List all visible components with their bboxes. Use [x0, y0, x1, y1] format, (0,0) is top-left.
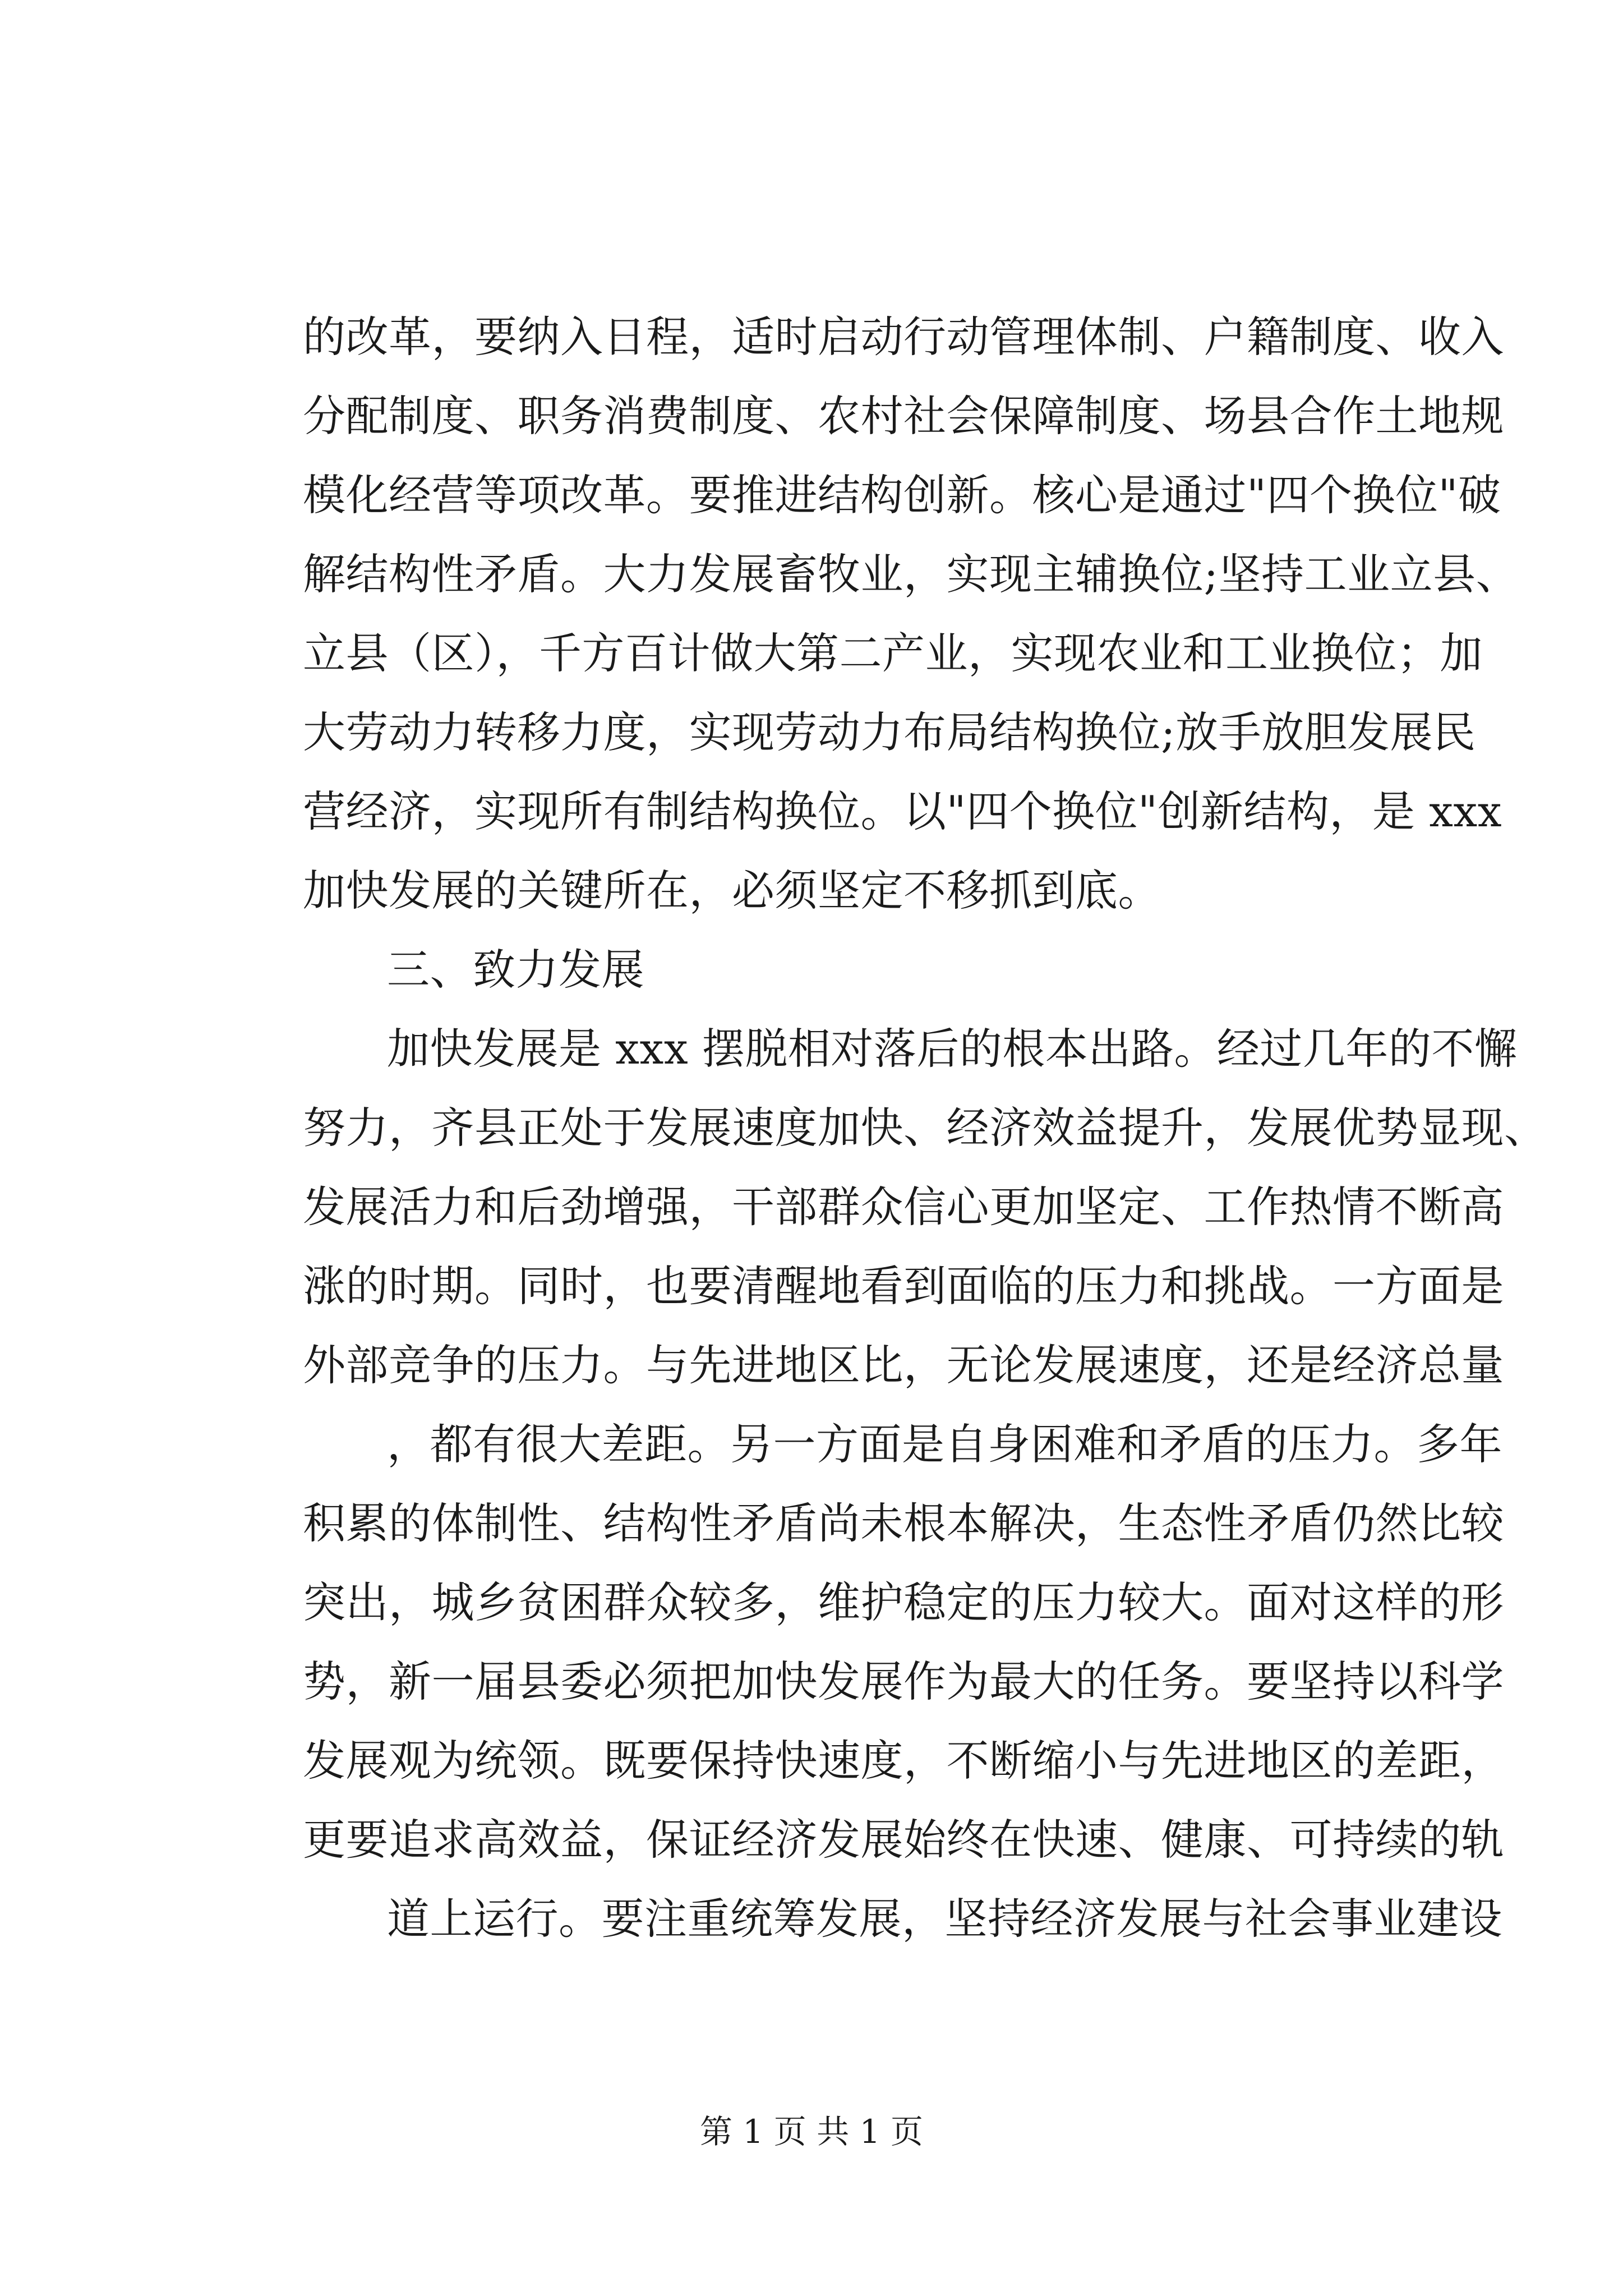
text-line: 道上运行。要注重统筹发展，坚持经济发展与社会事业建设 [387, 1894, 1502, 1944]
text-line: 分配制度、职务消费制度、农村社会保障制度、场县合作土地规 [303, 391, 1504, 441]
text-line: 突出，城乡贫困群众较多，维护稳定的压力较大。面对这样的形 [303, 1577, 1504, 1627]
text-line: 营经济，实现所有制结构换位。以"四个换位"创新结构，是 xxx [303, 786, 1502, 836]
text-line: 努力，齐县正处于发展速度加快、经济效益提升，发展优势显现、 [303, 1103, 1547, 1153]
text-line: 势，新一届县委必须把加快发展作为最大的任务。要坚持以科学 [303, 1657, 1504, 1706]
text-line: 更要追求高效益，保证经济发展始终在快速、健康、可持续的轨 [303, 1815, 1504, 1865]
text-line: 立县（区），千方百计做大第二产业，实现农业和工业换位；加 [303, 628, 1483, 678]
text-line: 涨的时期。同时，也要清醒地看到面临的压力和挑战。一方面是 [303, 1261, 1504, 1311]
body-text [303, 297, 1547, 1958]
text-line: 加快发展是 xxx 摆脱相对落后的根本出路。经过几年的不懈 [387, 1024, 1518, 1074]
text-line: 大劳动力转移力度，实现劳动力布局结构换位;放手放胆发展民 [303, 707, 1476, 757]
text-line: 发展观为统领。既要保持快速度，不断缩小与先进地区的差距， [303, 1736, 1504, 1786]
page-footer: 第 1 页 共 1 页 [700, 2113, 923, 2151]
text-line: 积累的体制性、结构性矛盾尚未根本解决，生态性矛盾仍然比较 [303, 1498, 1504, 1548]
section-heading: 三、致力发展 [387, 945, 644, 995]
text-line: ，都有很大差距。另一方面是自身困难和矛盾的压力。多年 [387, 1419, 1502, 1469]
text-line: 的改革，要纳入日程，适时启动行动管理体制、户籍制度、收入 [303, 312, 1504, 362]
text-line: 发展活力和后劲增强，干部群众信心更加坚定、工作热情不断高 [303, 1182, 1504, 1232]
text-line: 外部竞争的压力。与先进地区比，无论发展速度，还是经济总量 [303, 1340, 1504, 1390]
text-line: 模化经营等项改革。要推进结构创新。核心是通过"四个换位"破 [303, 470, 1501, 520]
text-line: 解结构性矛盾。大力发展畜牧业，实现主辅换位;坚持工业立县、 [303, 549, 1519, 599]
text-line: 加快发展的关键所在，必须坚定不移抓到底。 [303, 866, 1161, 915]
